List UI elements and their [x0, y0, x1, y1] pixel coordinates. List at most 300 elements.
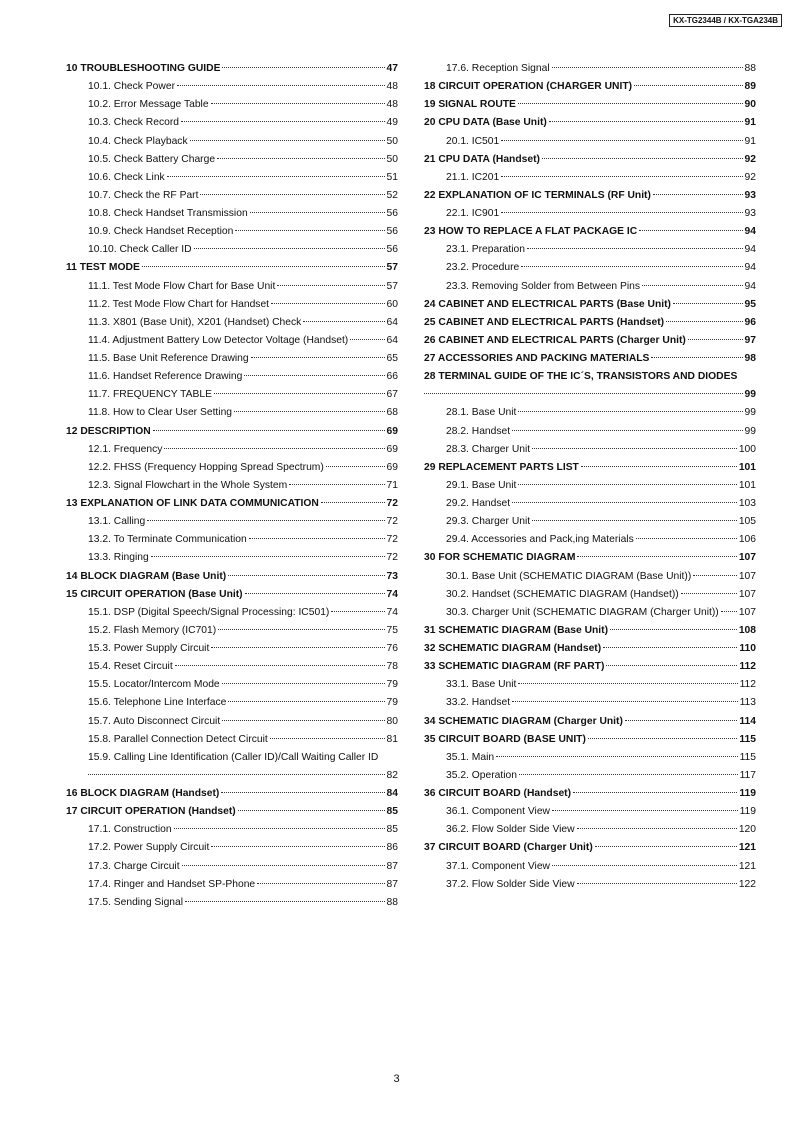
dot-leader — [424, 393, 743, 394]
toc-entry-page-number: 74 — [386, 606, 398, 618]
toc-subsection-entry[interactable] — [66, 876, 398, 894]
toc-section-entry[interactable] — [424, 151, 756, 169]
toc-entry-title: 12.3. Signal Flowchart in the Whole System — [88, 479, 288, 491]
toc-entry-title: 27 ACCESSORIES AND PACKING MATERIALS — [424, 353, 650, 364]
dot-leader — [636, 538, 737, 539]
toc-subsection-entry[interactable] — [66, 205, 398, 223]
toc-entry-title: 35.2. Operation — [446, 769, 517, 781]
toc-subsection-entry[interactable] — [424, 477, 756, 495]
dot-leader — [250, 212, 385, 213]
toc-subsection-entry[interactable] — [66, 713, 398, 731]
toc-subsection-entry[interactable] — [424, 441, 756, 459]
toc-subsection-entry[interactable] — [66, 133, 398, 151]
toc-entry-page-number: 68 — [386, 407, 398, 419]
toc-entry-page-number: 112 — [739, 661, 756, 673]
dot-leader — [501, 140, 742, 141]
toc-subsection-entry[interactable] — [66, 151, 398, 169]
dot-leader — [688, 339, 743, 340]
toc-entry-title: 20.1. IC501 — [446, 135, 500, 147]
toc-section-entry[interactable] — [424, 296, 756, 314]
toc-entry-title: 17.2. Power Supply Circuit — [88, 842, 210, 854]
toc-entry-title: 35 CIRCUIT BOARD (BASE UNIT) — [424, 733, 586, 745]
dot-leader — [666, 321, 742, 322]
toc-subsection-entry[interactable] — [424, 423, 756, 441]
toc-entry-title: 13.1. Calling — [88, 516, 146, 528]
toc-entry-page-number: 120 — [738, 824, 756, 836]
toc-entry-title: 15 CIRCUIT OPERATION (Base Unit) — [66, 588, 243, 600]
toc-section-entry[interactable] — [424, 622, 756, 640]
dot-leader — [175, 665, 385, 666]
dot-leader — [164, 448, 384, 449]
toc-entry-title: 13.2. To Terminate Communication — [88, 534, 247, 546]
toc-entry-page-number: 114 — [739, 715, 756, 727]
dot-leader — [639, 230, 742, 231]
toc-entry-title: 13 EXPLANATION OF LINK DATA COMMUNICATION — [66, 498, 319, 509]
toc-entry-page-number: 99 — [744, 389, 756, 401]
dot-leader — [249, 538, 385, 539]
toc-subsection-entry[interactable] — [424, 821, 756, 839]
dot-leader — [271, 303, 384, 304]
toc-entry-page-number: 106 — [738, 534, 756, 546]
toc-section-entry[interactable] — [66, 423, 398, 441]
toc-section-entry[interactable] — [424, 223, 756, 241]
toc-entry-title: 28 TERMINAL GUIDE OF THE IC´S, TRANSISTORS AND DIODES — [424, 371, 738, 383]
toc-entry-title: 13.3. Ringing — [88, 552, 149, 564]
toc-subsection-entry[interactable] — [424, 278, 756, 296]
toc-subsection-entry[interactable] — [66, 314, 398, 332]
dot-leader — [721, 611, 737, 612]
toc-entry-page-number: 119 — [739, 788, 756, 799]
dot-leader — [321, 502, 385, 503]
toc-subsection-entry[interactable] — [66, 694, 398, 712]
dot-leader — [185, 901, 384, 902]
toc-section-entry[interactable] — [424, 658, 756, 676]
toc-subsection-entry[interactable] — [424, 694, 756, 712]
dot-leader — [518, 484, 736, 485]
toc-entry-page-number: 66 — [386, 371, 398, 383]
toc-entry-title: 15.5. Locator/Intercom Mode — [88, 679, 220, 691]
toc-entry-title: 10.10. Check Caller ID — [88, 244, 192, 256]
toc-subsection-entry[interactable] — [424, 767, 756, 785]
dot-leader — [625, 720, 737, 721]
toc-entry-title: 17.5. Sending Signal — [88, 896, 184, 908]
toc-section-entry[interactable] — [424, 114, 756, 132]
toc-entry-title: 24 CABINET AND ELECTRICAL PARTS (Base Unit) — [424, 298, 671, 310]
toc-section-entry[interactable] — [66, 586, 398, 604]
toc-entry-title: 17.4. Ringer and Handset SP-Phone — [88, 878, 256, 890]
dot-leader — [532, 448, 737, 449]
dot-leader — [217, 158, 384, 159]
dot-leader — [181, 121, 385, 122]
toc-entry-page-number: 105 — [738, 516, 756, 528]
toc-subsection-entry[interactable] — [424, 604, 756, 622]
dot-leader — [222, 720, 384, 721]
toc-entry-page-number: 50 — [386, 153, 398, 165]
toc-entry-page-number: 94 — [744, 244, 756, 256]
dot-leader — [88, 774, 385, 775]
toc-entry-title: 29.3. Charger Unit — [446, 516, 531, 528]
toc-entry-title: 23.3. Removing Solder from Between Pins — [446, 280, 641, 292]
toc-section-entry[interactable] — [424, 713, 756, 731]
dot-leader — [251, 357, 385, 358]
toc-entry-page-number: 48 — [386, 81, 398, 93]
toc-entry-title: 32 SCHEMATIC DIAGRAM (Handset) — [424, 643, 602, 654]
toc-entry-title: 11 TEST MODE — [66, 262, 140, 274]
toc-section-entry[interactable] — [66, 803, 398, 821]
toc-subsection-entry[interactable] — [424, 133, 756, 151]
dot-leader — [532, 520, 737, 521]
toc-entry-title: 12 DESCRIPTION — [66, 425, 151, 437]
toc-entry-page-number: 101 — [738, 461, 756, 473]
dot-leader — [634, 85, 742, 86]
dot-leader — [200, 194, 384, 195]
toc-entry-page-number: 74 — [386, 588, 398, 600]
toc-subsection-entry[interactable] — [66, 187, 398, 205]
toc-entry-page-number: 95 — [744, 298, 756, 310]
toc-entry-page-number: 80 — [386, 715, 398, 727]
toc-entry-title: 30.3. Charger Unit (SCHEMATIC DIAGRAM (Charger Unit)) — [446, 606, 719, 618]
toc-subsection-entry[interactable] — [424, 858, 756, 876]
toc-section-entry[interactable] — [66, 495, 398, 513]
toc-entry-title: 36 CIRCUIT BOARD (Handset) — [424, 788, 572, 799]
toc-entry-page-number: 72 — [386, 498, 398, 509]
dot-leader — [518, 411, 742, 412]
toc-entry-page-number: 79 — [386, 679, 398, 691]
toc-subsection-entry[interactable] — [66, 223, 398, 241]
toc-entry-page-number: 112 — [739, 679, 756, 691]
toc-subsection-entry[interactable] — [66, 441, 398, 459]
toc-entry-page-number: 56 — [386, 226, 398, 238]
toc-subsection-entry[interactable] — [66, 622, 398, 640]
dot-leader — [244, 375, 384, 376]
toc-subsection-entry[interactable] — [424, 205, 756, 223]
toc-entry-title: 15.7. Auto Disconnect Circuit — [88, 715, 221, 727]
dot-leader — [610, 629, 737, 630]
toc-entry-title: 15.3. Power Supply Circuit — [88, 643, 210, 654]
toc-entry-page-number: 94 — [744, 262, 756, 274]
toc-section-entry[interactable] — [424, 96, 756, 114]
toc-subsection-entry[interactable] — [424, 531, 756, 549]
toc-subsection-entry[interactable] — [424, 404, 756, 422]
toc-subsection-entry[interactable] — [66, 114, 398, 132]
toc-entry-title: 15.4. Reset Circuit — [88, 661, 173, 673]
toc-entry-page-number: 64 — [386, 334, 398, 346]
dot-leader — [277, 285, 384, 286]
toc-entry-page-number: 86 — [386, 842, 398, 854]
toc-entry-page-number: 75 — [386, 624, 398, 636]
toc-section-entry[interactable] — [424, 78, 756, 96]
dot-leader — [573, 792, 737, 793]
toc-entry-page-number: 82 — [386, 769, 398, 781]
toc-section-entry[interactable] — [66, 785, 398, 803]
toc-entry-title: 21 CPU DATA (Handset) — [424, 153, 540, 165]
toc-entry-title: 10.4. Check Playback — [88, 135, 188, 147]
dot-leader — [501, 212, 742, 213]
toc-entry-page-number: 57 — [386, 262, 398, 274]
dot-leader — [595, 846, 737, 847]
toc-entry-page-number: 115 — [739, 751, 756, 763]
dot-leader — [577, 883, 737, 884]
dot-leader — [653, 194, 743, 195]
toc-entry-page-number: 51 — [386, 171, 398, 183]
toc-section-entry[interactable] — [424, 459, 756, 477]
toc-subsection-entry[interactable] — [66, 459, 398, 477]
toc-entry-page-number: 76 — [386, 643, 398, 654]
toc-entry-title: 30.2. Handset (SCHEMATIC DIAGRAM (Handset)) — [446, 588, 679, 600]
toc-subsection-entry[interactable] — [66, 78, 398, 96]
toc-subsection-entry[interactable] — [66, 676, 398, 694]
dot-leader — [289, 484, 384, 485]
toc-entry-title: 11.6. Handset Reference Drawing — [88, 371, 243, 383]
toc-subsection-entry[interactable] — [424, 676, 756, 694]
toc-entry-title: 10 TROUBLESHOOTING GUIDE — [66, 63, 221, 74]
dot-leader — [238, 810, 385, 811]
toc-entry-page-number: 121 — [738, 860, 756, 872]
toc-entry-page-number: 99 — [744, 407, 756, 419]
dot-leader — [527, 248, 743, 249]
toc-entry-page-number: 48 — [386, 99, 398, 111]
model-header: KX-TG2344B / KX-TGA234B — [669, 14, 782, 27]
toc-entry-title: 23 HOW TO REPLACE A FLAT PACKAGE IC — [424, 226, 638, 238]
toc-subsection-entry[interactable] — [66, 241, 398, 259]
dot-leader — [521, 266, 742, 267]
toc-entry-page-number: 92 — [744, 153, 756, 165]
toc-section-entry[interactable] — [424, 350, 756, 368]
dot-leader — [222, 67, 384, 68]
toc-entry-page-number: 84 — [386, 788, 398, 799]
dot-leader — [222, 683, 385, 684]
toc-entry-title: 11.8. How to Clear User Setting — [88, 407, 233, 419]
toc-entry-page-number: 65 — [386, 353, 398, 364]
toc-entry-page-number: 103 — [738, 498, 756, 509]
toc-entry-title: 12.1. Frequency — [88, 443, 163, 455]
toc-entry-title: 10.9. Check Handset Reception — [88, 226, 234, 238]
toc-subsection-entry[interactable] — [424, 749, 756, 767]
toc-subsection-entry[interactable] — [424, 876, 756, 894]
toc-entry-title: 11.1. Test Mode Flow Chart for Base Unit — [88, 280, 276, 292]
dot-leader — [642, 285, 743, 286]
toc-section-entry[interactable] — [424, 731, 756, 749]
toc-subsection-entry[interactable] — [424, 586, 756, 604]
dot-leader — [326, 466, 385, 467]
toc-entry-page-number: 94 — [744, 226, 756, 238]
toc-entry-page-number: 64 — [386, 316, 398, 328]
toc-entry-page-number: 72 — [386, 552, 398, 564]
dot-leader — [151, 556, 385, 557]
dot-leader — [549, 121, 743, 122]
toc-entry-page-number: 92 — [744, 171, 756, 183]
toc-subsection-entry[interactable] — [66, 96, 398, 114]
toc-subsection-entry[interactable] — [424, 259, 756, 277]
toc-entry-title: 11.2. Test Mode Flow Chart for Handset — [88, 298, 270, 310]
dot-leader — [174, 828, 385, 829]
dot-leader — [542, 158, 743, 159]
toc-subsection-entry[interactable] — [66, 604, 398, 622]
toc-entry-title: 15.1. DSP (Digital Speech/Signal Processing: IC501) — [88, 606, 330, 618]
dot-leader — [303, 321, 384, 322]
dot-leader — [552, 810, 738, 811]
dot-leader — [245, 593, 385, 594]
dot-leader — [501, 176, 742, 177]
dot-leader — [194, 248, 385, 249]
toc-section-entry[interactable] — [66, 568, 398, 586]
toc-entry-title: 28.3. Charger Unit — [446, 443, 531, 455]
dot-leader — [681, 593, 737, 594]
toc-section-entry[interactable] — [66, 259, 398, 277]
dot-leader — [211, 647, 384, 648]
toc-entry-page-number: 69 — [386, 443, 398, 455]
toc-entry-title: 37 CIRCUIT BOARD (Charger Unit) — [424, 842, 593, 854]
toc-section-entry[interactable] — [424, 386, 756, 404]
toc-section-entry[interactable] — [424, 368, 756, 386]
toc-left-column — [66, 60, 398, 912]
toc-entry-title: 10.1. Check Power — [88, 81, 175, 93]
toc-subsection-entry[interactable] — [424, 513, 756, 531]
toc-subsection-entry[interactable] — [66, 894, 398, 912]
toc-subsection-entry[interactable] — [66, 531, 398, 549]
toc-entry-page-number: 87 — [386, 878, 398, 890]
toc-subsection-entry[interactable] — [66, 749, 398, 767]
toc-subsection-entry[interactable] — [66, 386, 398, 404]
toc-entry-page-number: 107 — [738, 570, 756, 582]
toc-entry-page-number: 85 — [386, 806, 398, 818]
toc-entry-title: 15.2. Flash Memory (IC701) — [88, 624, 217, 636]
dot-leader — [673, 303, 743, 304]
dot-leader — [270, 738, 385, 739]
toc-subsection-entry[interactable] — [66, 332, 398, 350]
toc-subsection-entry[interactable] — [66, 549, 398, 567]
toc-entry-page-number: 107 — [738, 552, 756, 564]
toc-entry-page-number: 69 — [386, 461, 398, 473]
dot-leader — [693, 575, 737, 576]
toc-entry-page-number: 117 — [739, 769, 756, 781]
dot-leader — [182, 865, 385, 866]
toc-subsection-entry[interactable] — [66, 404, 398, 422]
toc-entry-page-number: 98 — [744, 353, 756, 364]
toc-subsection-entry[interactable] — [424, 568, 756, 586]
toc-entry-page-number: 107 — [738, 588, 756, 600]
toc-entry-title: 23.1. Preparation — [446, 244, 525, 256]
toc-entry-title: 15.9. Calling Line Identification (Caller ID)/Call Waiting Caller ID — [88, 751, 379, 763]
toc-entry-page-number: 99 — [744, 425, 756, 437]
toc-subsection-entry[interactable] — [424, 803, 756, 821]
toc-entry-title: 19 SIGNAL ROUTE — [424, 99, 516, 111]
toc-section-entry[interactable] — [424, 640, 756, 658]
toc-subsection-entry[interactable] — [66, 767, 398, 785]
toc-subsection-entry[interactable] — [66, 858, 398, 876]
toc-section-entry[interactable] — [424, 314, 756, 332]
toc-entry-title: 29.2. Handset — [446, 498, 511, 509]
toc-subsection-entry[interactable] — [424, 241, 756, 259]
toc-entry-title: 28.2. Handset — [446, 425, 511, 437]
toc-entry-page-number: 71 — [386, 479, 398, 491]
dot-leader — [552, 67, 743, 68]
toc-entry-title: 30.1. Base Unit (SCHEMATIC DIAGRAM (Base Unit)) — [446, 570, 692, 582]
toc-entry-page-number: 97 — [744, 334, 756, 346]
toc-entry-title: 29 REPLACEMENT PARTS LIST — [424, 461, 579, 473]
toc-entry-page-number: 81 — [386, 733, 398, 745]
toc-entry-page-number: 119 — [739, 806, 756, 818]
toc-subsection-entry[interactable] — [66, 368, 398, 386]
dot-leader — [512, 430, 742, 431]
toc-entry-page-number: 47 — [386, 63, 398, 74]
toc-entry-title: 10.7. Check the RF Part — [88, 189, 199, 201]
toc-entry-title: 29.4. Accessories and Pack,ing Materials — [446, 534, 634, 546]
toc-subsection-entry[interactable] — [66, 731, 398, 749]
toc-entry-title: 33.2. Handset — [446, 697, 511, 709]
toc-entry-page-number: 110 — [739, 643, 756, 654]
toc-subsection-entry[interactable] — [424, 60, 756, 78]
toc-subsection-entry[interactable] — [424, 169, 756, 187]
toc-entry-title: 11.4. Adjustment Battery Low Detector Voltage (Handset) — [88, 334, 349, 346]
dot-leader — [496, 756, 737, 757]
toc-entry-title: 35.1. Main — [446, 751, 495, 763]
toc-entry-title: 22 EXPLANATION OF IC TERMINALS (RF Unit) — [424, 189, 651, 201]
dot-leader — [603, 647, 737, 648]
toc-entry-page-number: 79 — [386, 697, 398, 709]
toc-entry-page-number: 88 — [386, 896, 398, 908]
toc-entry-page-number: 93 — [744, 189, 756, 201]
toc-entry-page-number: 96 — [744, 316, 756, 328]
toc-entry-title: 31 SCHEMATIC DIAGRAM (Base Unit) — [424, 624, 609, 636]
toc-subsection-entry[interactable] — [66, 658, 398, 676]
toc-subsection-entry[interactable] — [66, 350, 398, 368]
toc-entry-title: 36.1. Component View — [446, 806, 550, 818]
toc-entry-title: 15.6. Telephone Line Interface — [88, 697, 227, 709]
toc-section-entry[interactable] — [424, 785, 756, 803]
dot-leader — [235, 230, 384, 231]
toc-entry-page-number: 93 — [744, 208, 756, 219]
page-number: 3 — [393, 1073, 400, 1085]
toc-entry-title: 26 CABINET AND ELECTRICAL PARTS (Charger Unit) — [424, 334, 686, 346]
toc-section-entry[interactable] — [424, 187, 756, 205]
toc-subsection-entry[interactable] — [66, 477, 398, 495]
toc-entry-title: 28.1. Base Unit — [446, 407, 517, 419]
toc-entry-title: 34 SCHEMATIC DIAGRAM (Charger Unit) — [424, 715, 623, 727]
dot-leader — [221, 792, 384, 793]
toc-entry-title: 23.2. Procedure — [446, 262, 520, 274]
dot-leader — [147, 520, 384, 521]
toc-subsection-entry[interactable] — [66, 821, 398, 839]
dot-leader — [211, 846, 384, 847]
toc-entry-page-number: 56 — [386, 244, 398, 256]
toc-entry-page-number: 107 — [738, 606, 756, 618]
toc-entry-title: 10.8. Check Handset Transmission — [88, 208, 248, 219]
toc-section-entry[interactable] — [424, 332, 756, 350]
toc-section-entry[interactable] — [66, 60, 398, 78]
toc-subsection-entry[interactable] — [66, 640, 398, 658]
toc-subsection-entry[interactable] — [66, 278, 398, 296]
toc-entry-page-number: 49 — [386, 117, 398, 129]
toc-entry-title: 17.3. Charge Circuit — [88, 860, 180, 872]
toc-entry-page-number: 87 — [386, 860, 398, 872]
dot-leader — [167, 176, 385, 177]
toc-subsection-entry[interactable] — [66, 839, 398, 857]
toc-section-entry[interactable] — [424, 549, 756, 567]
toc-entry-page-number: 67 — [386, 389, 398, 401]
toc-section-entry[interactable] — [424, 839, 756, 857]
toc-subsection-entry[interactable] — [424, 495, 756, 513]
toc-subsection-entry[interactable] — [66, 296, 398, 314]
dot-leader — [177, 85, 385, 86]
toc-entry-page-number: 57 — [386, 280, 398, 292]
dot-leader — [577, 556, 736, 557]
toc-subsection-entry[interactable] — [66, 169, 398, 187]
toc-subsection-entry[interactable] — [66, 513, 398, 531]
toc-entry-title: 14 BLOCK DIAGRAM (Base Unit) — [66, 570, 227, 582]
toc-entry-page-number: 122 — [738, 878, 756, 890]
toc-entry-title: 25 CABINET AND ELECTRICAL PARTS (Handset) — [424, 316, 665, 328]
